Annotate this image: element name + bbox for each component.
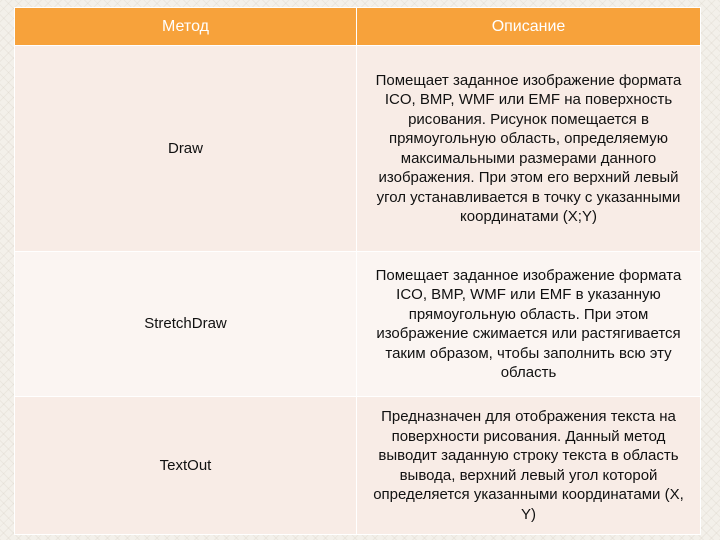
table-header-row	[15, 8, 701, 46]
header-description: Описание	[357, 8, 701, 46]
table-row	[15, 46, 701, 252]
method-description-cell: Помещает заданное изображение формата ICO, BMP, WMF или EMF в указанную прямоугольную область. При этом изображение сжимается или растягивается таким образом, чтобы заполнить всю эту область	[357, 252, 701, 397]
table-row	[15, 397, 701, 535]
methods-table	[14, 7, 701, 535]
method-description-cell: Предназначен для отображения текста на поверхности рисования. Данный метод выводит заданную строку текста в область вывода, верхний левый угол которой определяется указанными координатами (X, Y)	[357, 397, 701, 535]
method-description-cell: Помещает заданное изображение формата ICO, BMP, WMF или EMF на поверхность рисования. Рисунок помещается в прямоугольную область, определяемую максимальными размерами данного изображения. При этом его верхний левый угол устанавливается в точку с указанными координатами (X;Y)	[357, 46, 701, 252]
method-name-cell: TextOut	[15, 397, 357, 535]
method-name-cell: StretchDraw	[15, 252, 357, 397]
table-row	[15, 252, 701, 397]
method-name-cell: Draw	[15, 46, 357, 252]
header-method: Метод	[15, 8, 357, 46]
